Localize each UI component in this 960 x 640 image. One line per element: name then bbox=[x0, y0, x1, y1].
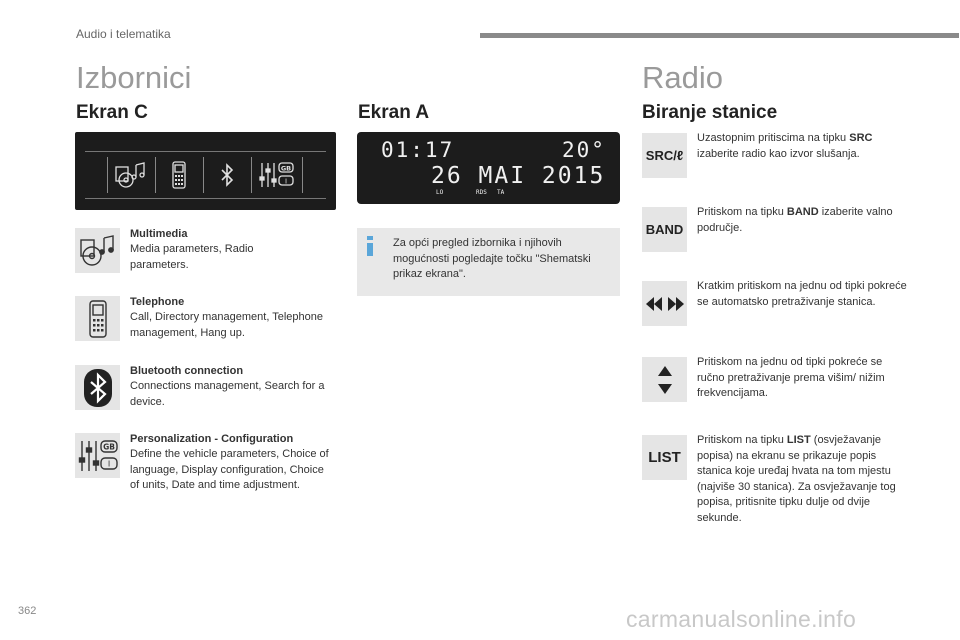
screen-a-title: Ekran A bbox=[358, 102, 430, 123]
multimedia-text: Media parameters, Radio parameters. bbox=[130, 243, 254, 271]
indicator-lo: LO bbox=[436, 189, 444, 196]
multimedia-title: Multimedia bbox=[130, 228, 188, 240]
svg-text:I: I bbox=[284, 177, 288, 186]
personalization-title: Personalization - Configuration bbox=[130, 433, 294, 445]
bluetooth-text: Connections management, Search for a device. bbox=[130, 380, 325, 408]
up-down-description: Pritiskom na jednu od tipki pokreće se ručno pretraživanje prema višim/ nižim frekvencijama. bbox=[697, 356, 885, 399]
info-text: Za opći pregled izbornika i njihovih mogućnosti pogledajte točku "Shematski prikaz ekrana". bbox=[393, 237, 591, 280]
screen-a-display bbox=[357, 132, 620, 204]
personalization-icon bbox=[251, 157, 303, 193]
svg-text:I: I bbox=[107, 459, 110, 468]
list-description: Pritiskom na tipku LIST (osvježavanje popisa) na ekranu se prikazuje popis stanica koje uređaj hvata na tom mjestu (najviše 30 stanica). Za osvježavanje tog popisa, pritisnite tipku dulje od dvije sekunde. bbox=[697, 434, 896, 524]
src-icon: SRC/ℓ bbox=[645, 148, 684, 163]
telephone-text: Call, Directory management, Telephone management, Hang up. bbox=[130, 311, 324, 339]
multimedia-icon bbox=[78, 234, 118, 268]
telephone-icon bbox=[88, 300, 108, 338]
bluetooth-icon bbox=[203, 157, 250, 193]
band-description: Pritiskom na tipku BAND izaberite valno područje. bbox=[697, 206, 893, 234]
chapter-header: Audio i telematika bbox=[76, 27, 171, 41]
personalization-icon-box bbox=[75, 433, 120, 478]
personalization-icon bbox=[77, 438, 119, 474]
multimedia-icon bbox=[107, 157, 154, 193]
display-date: 26 MAI 2015 bbox=[431, 163, 606, 189]
personalization-text: Define the vehicle parameters, Choice of language, Display configuration, Choice of units, Date and time adjustment. bbox=[130, 448, 329, 491]
watermark: carmanualsonline.info bbox=[626, 606, 857, 632]
svg-text:GB: GB bbox=[102, 442, 115, 451]
telephone-icon bbox=[155, 157, 202, 193]
station-selection-title: Biranje stanice bbox=[642, 102, 778, 123]
page-number: 362 bbox=[18, 605, 37, 617]
seek-description: Kratkim pritiskom na jednu od tipki pokreće se automatsko pretraživanje stanica. bbox=[697, 280, 907, 308]
svg-text:GB: GB bbox=[280, 164, 292, 173]
bluetooth-icon-box bbox=[75, 365, 120, 410]
screen-c-title: Ekran C bbox=[76, 102, 148, 123]
band-icon: BAND bbox=[645, 222, 684, 237]
list-icon: LIST bbox=[648, 449, 681, 466]
screen-c-display bbox=[75, 132, 336, 210]
bluetooth-title: Bluetooth connection bbox=[130, 365, 244, 377]
src-button-box bbox=[642, 133, 687, 178]
header-bar bbox=[480, 33, 959, 38]
seek-icon bbox=[644, 296, 686, 312]
up-down-button-box bbox=[642, 357, 687, 402]
telephone-title: Telephone bbox=[130, 296, 185, 308]
radio-title: Radio bbox=[642, 60, 723, 95]
telephone-icon-box bbox=[75, 296, 120, 341]
indicator-ta: TA bbox=[497, 189, 505, 196]
list-button-box bbox=[642, 435, 687, 480]
menus-title: Izbornici bbox=[76, 60, 192, 95]
bluetooth-icon bbox=[83, 368, 113, 408]
src-description: Uzastopnim pritiscima na tipku SRC izaberite radio kao izvor slušanja. bbox=[697, 132, 873, 160]
multimedia-icon-box bbox=[75, 228, 120, 273]
display-temperature: 20° bbox=[562, 138, 606, 162]
band-button-box bbox=[642, 207, 687, 252]
seek-button-box bbox=[642, 281, 687, 326]
up-down-icon bbox=[657, 364, 673, 396]
indicator-rds: RDS bbox=[476, 189, 487, 196]
info-note bbox=[357, 228, 620, 296]
display-time: 01:17 bbox=[381, 138, 455, 162]
info-icon bbox=[367, 236, 373, 256]
